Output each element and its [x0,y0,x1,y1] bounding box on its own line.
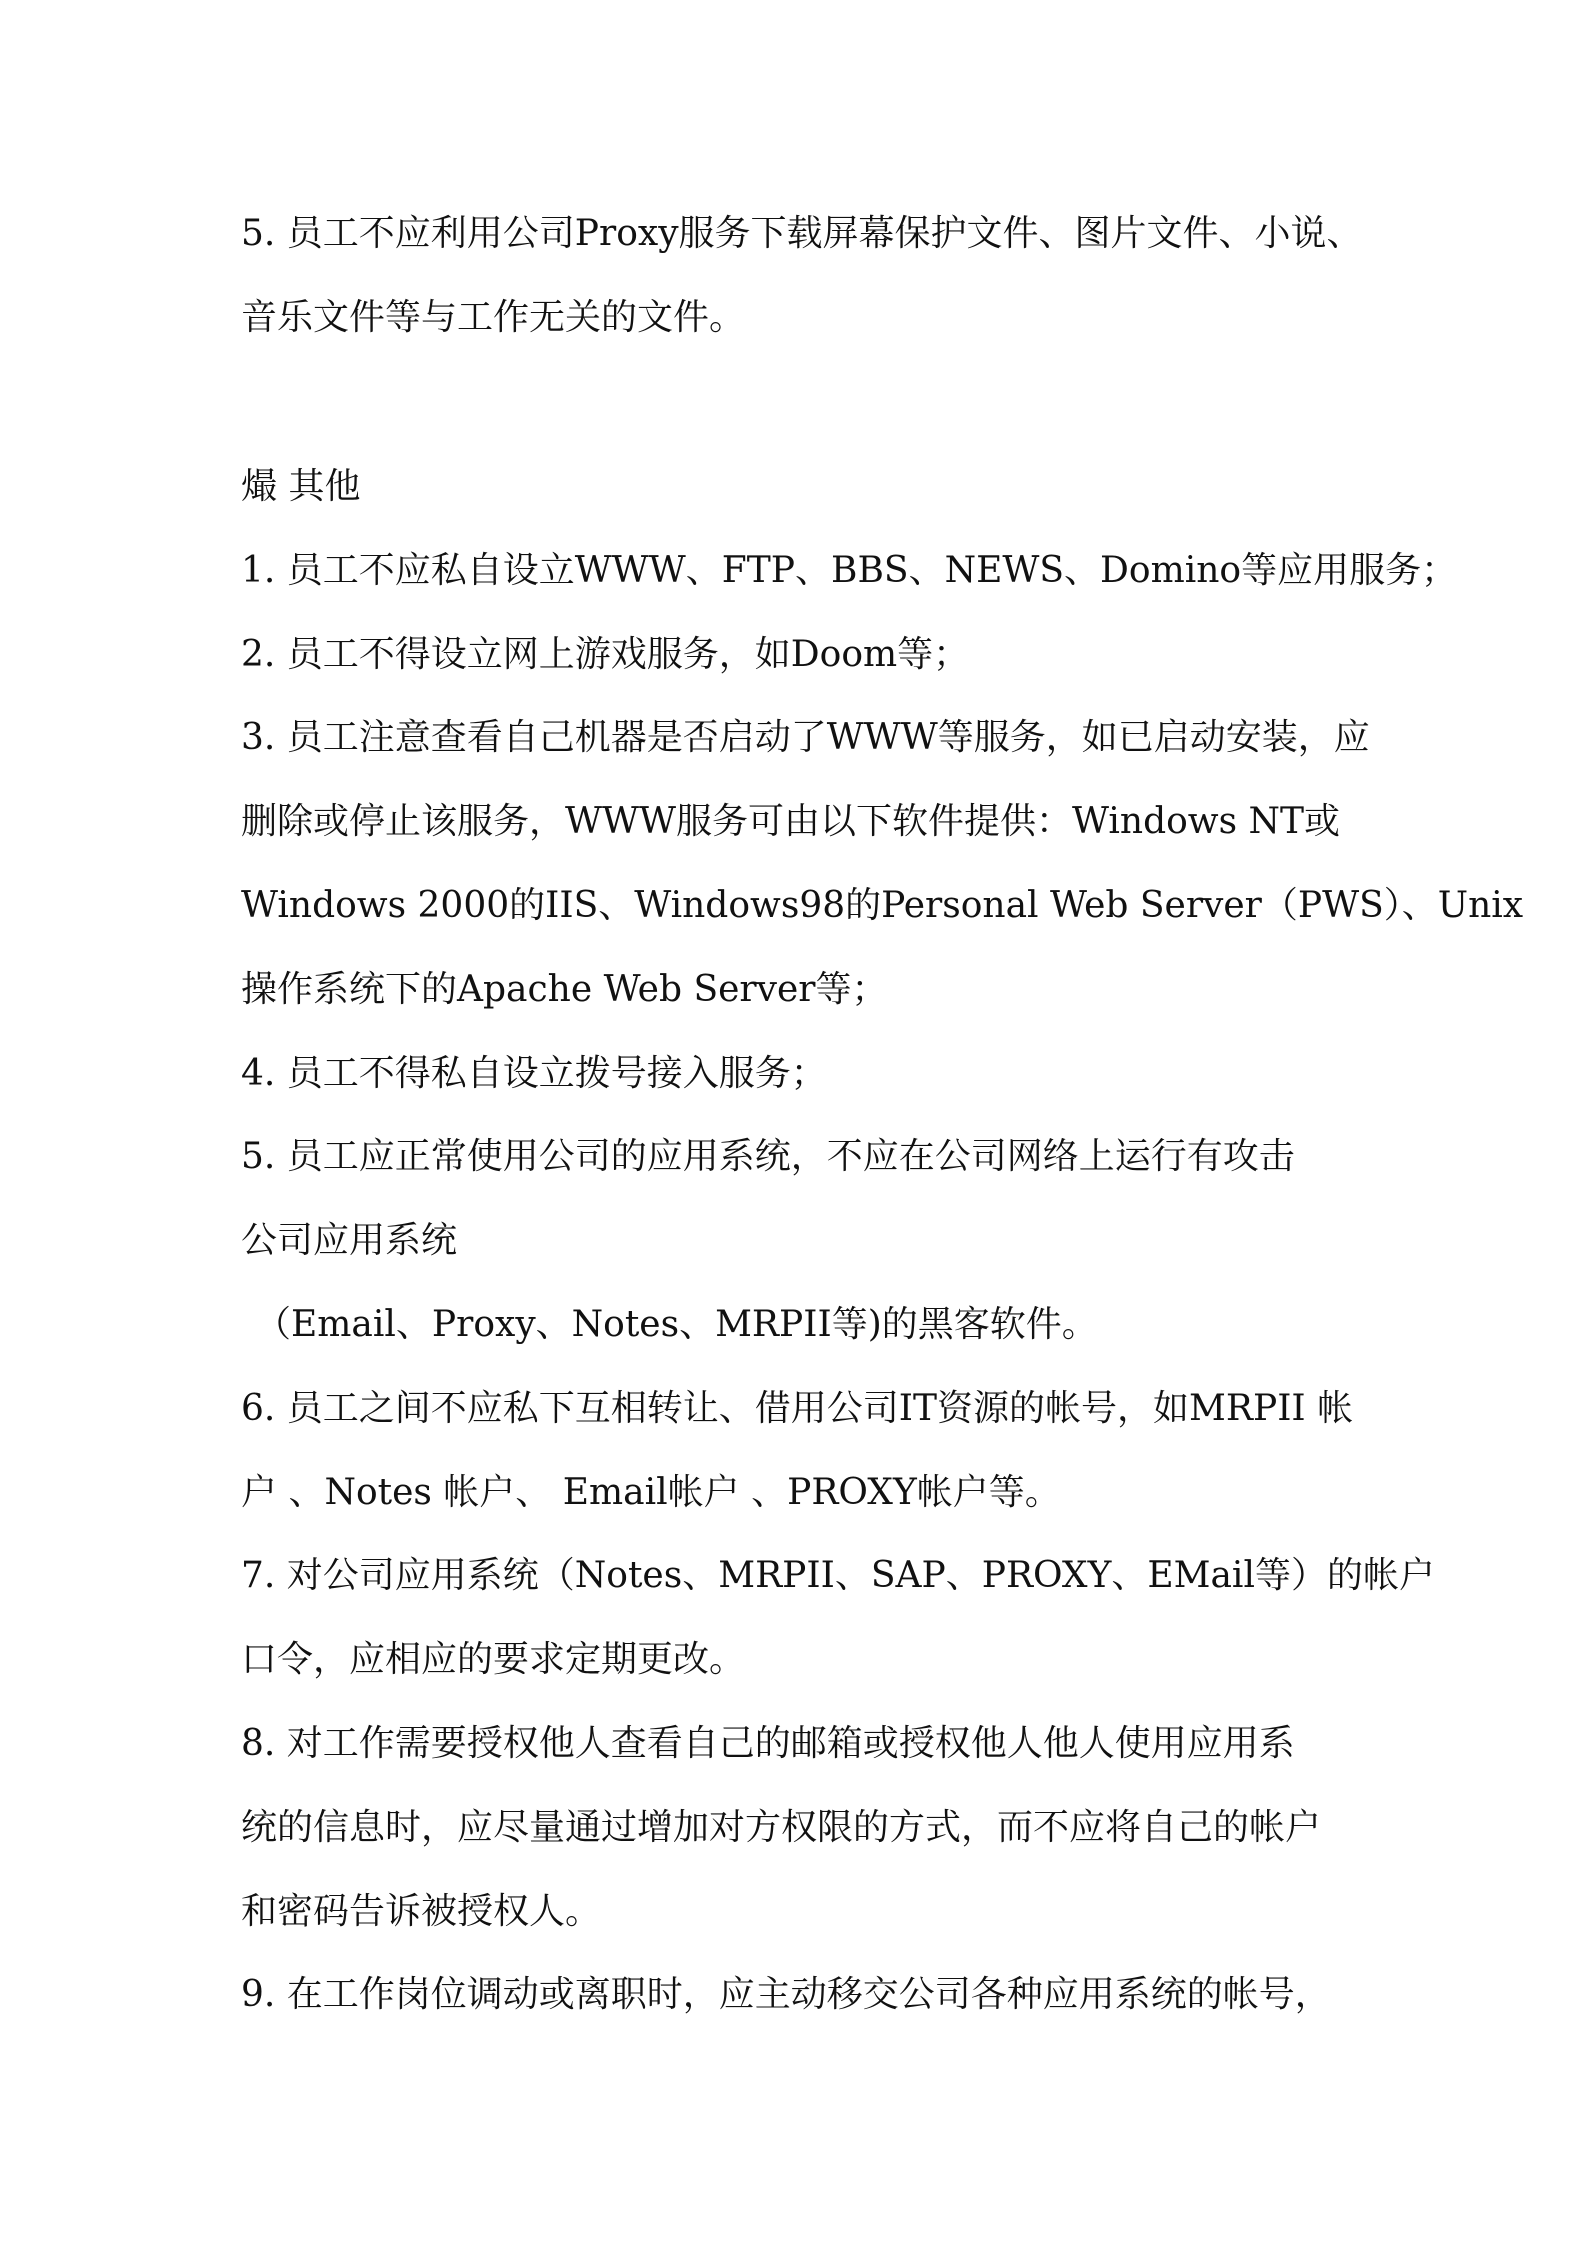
paragraph-line: 9. 在工作岗位调动或离职时，应主动移交公司各种应用系统的帐号， [241,1974,1331,2015]
paragraph-line: 口令，应相应的要求定期更改。 [241,1639,746,1680]
paragraph-line: Windows 2000的IIS、Windows98的Personal Web Server（PWS）、Unix [241,885,1524,926]
section-heading: 熶 其他 [241,466,361,507]
paragraph-line: 7. 对公司应用系统（Notes、MRPII、SAP、PROXY、EMail等）的帐户 [241,1555,1435,1596]
paragraph-line: 统的信息时，应尽量通过增加对方权限的方式，而不应将自己的帐户 [241,1807,1322,1848]
paragraph-line: 音乐文件等与工作无关的文件。 [241,297,746,338]
paragraph-line: 3. 员工注意查看自己机器是否启动了WWW等服务，如已启动安装，应 [241,717,1370,758]
paragraph-line: 删除或停止该服务，WWW服务可由以下软件提供：Windows NT或 [241,801,1341,842]
paragraph-line: 户 、Notes 帐户、 Email帐户 、PROXY帐户等。 [241,1472,1061,1513]
paragraph-line: 2. 员工不得设立网上游戏服务，如Doom等； [241,634,970,675]
paragraph-line: 5. 员工不应利用公司Proxy服务下载屏幕保护文件、图片文件、小说、 [241,213,1363,254]
paragraph-line: 公司应用系统 [241,1220,458,1261]
paragraph-line: 1. 员工不应私自设立WWW、FTP、BBS、NEWS、Domino等应用服务； [241,550,1458,591]
paragraph-line: 5. 员工应正常使用公司的应用系统，不应在公司网络上运行有攻击 [241,1136,1295,1177]
paragraph-line: 8. 对工作需要授权他人查看自己的邮箱或授权他人他人使用应用系 [241,1723,1295,1764]
paragraph-line: 6. 员工之间不应私下互相转让、借用公司IT资源的帐号，如MRPII 帐 [241,1388,1354,1429]
paragraph-line: （Email、Proxy、Notes、MRPII等)的黑客软件。 [255,1304,1098,1345]
paragraph-line: 和密码告诉被授权人。 [241,1891,602,1932]
paragraph-line: 操作系统下的Apache Web Server等； [241,969,888,1010]
paragraph-line: 4. 员工不得私自设立拨号接入服务； [241,1053,827,1094]
